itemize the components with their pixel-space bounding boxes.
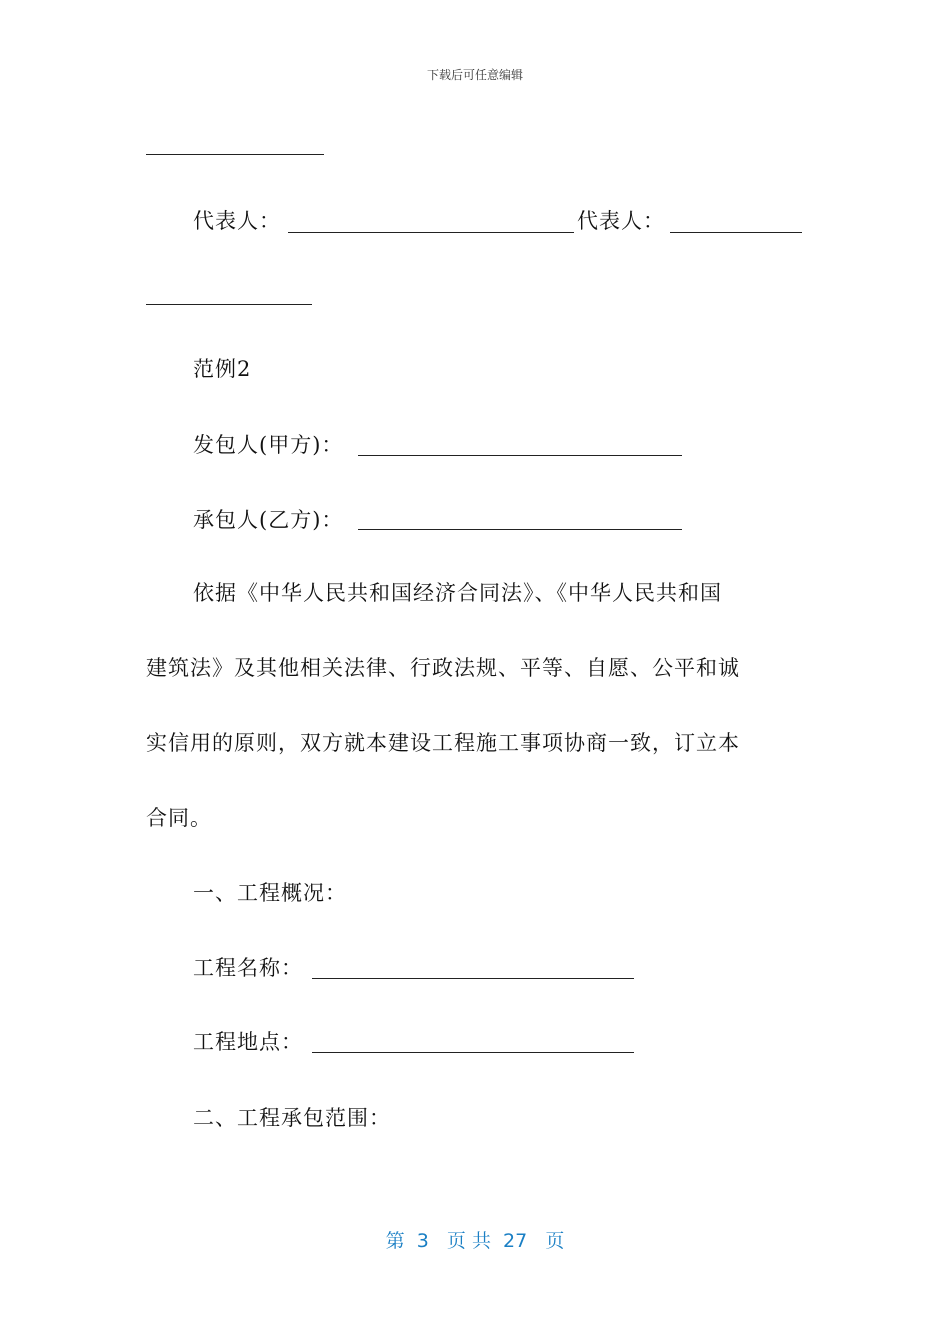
- representative-b-blank-cont: [146, 304, 312, 305]
- representative-a-blank: [288, 232, 574, 233]
- representative-a-label: 代表人：: [193, 209, 281, 233]
- paragraph-line-3: 实信用的原则，双方就本建设工程施工事项协商一致，订立本: [146, 731, 740, 755]
- project-name-blank: [312, 978, 634, 979]
- representative-b-label: 代表人：: [577, 209, 665, 233]
- page-number-footer: 第 3 页 共 27 页: [385, 1230, 565, 1252]
- paragraph-line-4: 合同。: [146, 806, 212, 830]
- project-location-blank: [312, 1052, 634, 1053]
- blank-line-top: [146, 154, 324, 155]
- party-b-blank: [358, 529, 682, 530]
- paragraph-line-2: 建筑法》及其他相关法律、行政法规、平等、自愿、公平和诚: [146, 656, 740, 680]
- representative-b-blank: [670, 232, 802, 233]
- example-heading: 范例2: [193, 357, 252, 381]
- party-b-label: 承包人(乙方)：: [193, 508, 344, 532]
- section-2-heading: 二、工程承包范围：: [193, 1106, 391, 1130]
- project-location-label: 工程地点：: [193, 1030, 303, 1054]
- section-1-heading: 一、工程概况：: [193, 881, 347, 905]
- paragraph-line-1: 依据《中华人民共和国经济合同法》、《中华人民共和国: [193, 581, 722, 605]
- party-a-blank: [358, 455, 682, 456]
- page-header-note: 下载后可任意编辑: [426, 68, 523, 82]
- party-a-label: 发包人(甲方)：: [193, 433, 344, 457]
- project-name-label: 工程名称：: [193, 956, 303, 980]
